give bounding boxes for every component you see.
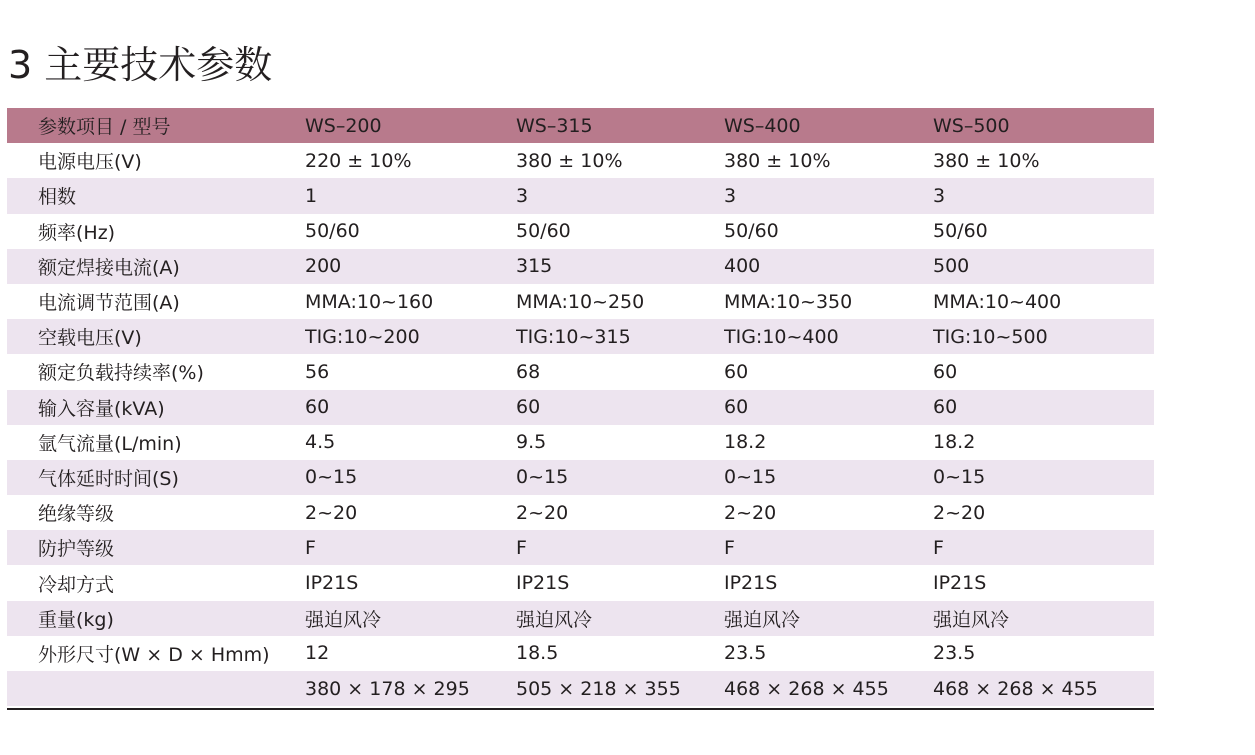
- value-cell-ws315: 2~20: [516, 501, 569, 524]
- value-cell-ws500: 23.5: [933, 642, 976, 665]
- value-cell-ws400: 3: [724, 184, 737, 207]
- value-cell-ws200: 50/60: [305, 220, 360, 243]
- row-label-cell: 防护等级: [38, 538, 115, 561]
- table-header-row: [7, 108, 1154, 143]
- table-row: [7, 601, 1154, 636]
- value-cell-ws500: TIG:10~500: [933, 325, 1048, 348]
- value-cell-ws400: 400: [724, 255, 761, 278]
- value-cell-ws400: 468 × 268 × 455: [724, 677, 889, 700]
- value-cell-ws500: 3: [933, 184, 946, 207]
- section-title: 3 主要技术参数: [8, 43, 273, 87]
- value-cell-ws315: IP21S: [516, 572, 570, 595]
- value-cell-ws400: 0~15: [724, 466, 777, 489]
- spec-table: [7, 108, 1154, 706]
- value-cell-ws315: 3: [516, 184, 529, 207]
- value-cell-ws400: 60: [724, 360, 749, 383]
- value-cell-ws315: 315: [516, 255, 553, 278]
- table-row: [7, 565, 1154, 600]
- value-cell-ws200: 56: [305, 360, 330, 383]
- value-cell-ws200: 60: [305, 396, 330, 419]
- value-cell-ws500: 2~20: [933, 501, 986, 524]
- value-cell-ws500: 强迫风冷: [933, 608, 1010, 631]
- value-cell-ws315: 18.5: [516, 642, 559, 665]
- value-cell-ws500: IP21S: [933, 572, 987, 595]
- value-cell-ws315: TIG:10~315: [516, 325, 631, 348]
- value-cell-ws400: MMA:10~350: [724, 290, 853, 313]
- value-cell-ws200: 4.5: [305, 431, 336, 454]
- value-cell-ws200: MMA:10~160: [305, 290, 434, 313]
- table-row: [7, 354, 1154, 389]
- value-cell-ws200: IP21S: [305, 572, 359, 595]
- table-row: [7, 636, 1154, 671]
- value-cell-ws400: TIG:10~400: [724, 325, 839, 348]
- table-row: [7, 425, 1154, 460]
- value-cell-ws200: 380 × 178 × 295: [305, 677, 470, 700]
- row-label-cell: 相数: [38, 186, 77, 209]
- value-cell-ws500: 18.2: [933, 431, 976, 454]
- value-cell-ws315: 60: [516, 396, 541, 419]
- header-cell-model-ws400: WS–400: [724, 114, 801, 137]
- table-row: [7, 495, 1154, 530]
- header-cell-model-ws315: WS–315: [516, 114, 593, 137]
- table-row: [7, 284, 1154, 319]
- value-cell-ws400: 18.2: [724, 431, 767, 454]
- value-cell-ws500: 0~15: [933, 466, 986, 489]
- value-cell-ws315: 0~15: [516, 466, 569, 489]
- value-cell-ws200: F: [305, 536, 316, 559]
- row-label-cell: 外形尺寸(W × D × Hmm): [38, 643, 270, 666]
- value-cell-ws315: MMA:10~250: [516, 290, 645, 313]
- table-body: [7, 143, 1154, 706]
- value-cell-ws500: 380 ± 10%: [933, 149, 1040, 172]
- value-cell-ws200: 强迫风冷: [305, 608, 382, 631]
- table-row: [7, 249, 1154, 284]
- table-row: [7, 214, 1154, 249]
- value-cell-ws500: F: [933, 536, 944, 559]
- table-bottom-rule: [7, 708, 1154, 710]
- value-cell-ws200: 1: [305, 184, 318, 207]
- value-cell-ws400: IP21S: [724, 572, 778, 595]
- value-cell-ws315: 380 ± 10%: [516, 149, 623, 172]
- row-label-cell: 额定焊接电流(A): [38, 256, 180, 279]
- value-cell-ws315: 68: [516, 360, 541, 383]
- row-label-cell: 气体延时时间(S): [38, 467, 179, 490]
- value-cell-ws500: MMA:10~400: [933, 290, 1062, 313]
- header-cell-model-ws200: WS–200: [305, 114, 382, 137]
- row-label-cell: [7, 671, 305, 706]
- row-label-cell: 电源电压(V): [38, 151, 142, 174]
- row-label-cell: 额定负载持续率(%): [38, 362, 204, 385]
- header-cell-parameter: 参数项目 / 型号: [38, 116, 171, 139]
- row-label-cell: 电流调节范围(A): [38, 292, 180, 315]
- row-label-cell: 频率(Hz): [38, 221, 116, 244]
- row-label-cell: 氩气流量(L/min): [38, 432, 182, 455]
- row-label-cell: 重量(kg): [38, 608, 114, 631]
- value-cell-ws200: 200: [305, 255, 342, 278]
- row-label-cell: 空载电压(V): [38, 327, 142, 350]
- value-cell-ws400: 380 ± 10%: [724, 149, 831, 172]
- value-cell-ws200: TIG:10~200: [305, 325, 420, 348]
- value-cell-ws200: 0~15: [305, 466, 358, 489]
- value-cell-ws400: 60: [724, 396, 749, 419]
- value-cell-ws400: 23.5: [724, 642, 767, 665]
- table-row: [7, 178, 1154, 213]
- value-cell-ws500: 60: [933, 360, 958, 383]
- table-row: [7, 460, 1154, 495]
- value-cell-ws500: 60: [933, 396, 958, 419]
- value-cell-ws200: 220 ± 10%: [305, 149, 412, 172]
- value-cell-ws400: 50/60: [724, 220, 779, 243]
- table-row: [7, 319, 1154, 354]
- value-cell-ws400: 强迫风冷: [724, 608, 801, 631]
- value-cell-ws315: 50/60: [516, 220, 571, 243]
- value-cell-ws315: 505 × 218 × 355: [516, 677, 681, 700]
- table-row: [7, 390, 1154, 425]
- row-label-cell: 输入容量(kVA): [38, 397, 165, 420]
- value-cell-ws315: 强迫风冷: [516, 608, 593, 631]
- header-cell-model-ws500: WS–500: [933, 114, 1010, 137]
- row-label-cell: 冷却方式: [38, 573, 115, 596]
- value-cell-ws500: 468 × 268 × 455: [933, 677, 1098, 700]
- value-cell-ws500: 500: [933, 255, 970, 278]
- value-cell-ws200: 2~20: [305, 501, 358, 524]
- value-cell-ws315: 9.5: [516, 431, 547, 454]
- value-cell-ws315: F: [516, 536, 527, 559]
- table-row: [7, 143, 1154, 178]
- value-cell-ws200: 12: [305, 642, 330, 665]
- value-cell-ws400: 2~20: [724, 501, 777, 524]
- row-label-cell: 绝缘等级: [38, 503, 115, 526]
- value-cell-ws500: 50/60: [933, 220, 988, 243]
- table-row: [7, 530, 1154, 565]
- value-cell-ws400: F: [724, 536, 735, 559]
- table-row: [7, 671, 1154, 706]
